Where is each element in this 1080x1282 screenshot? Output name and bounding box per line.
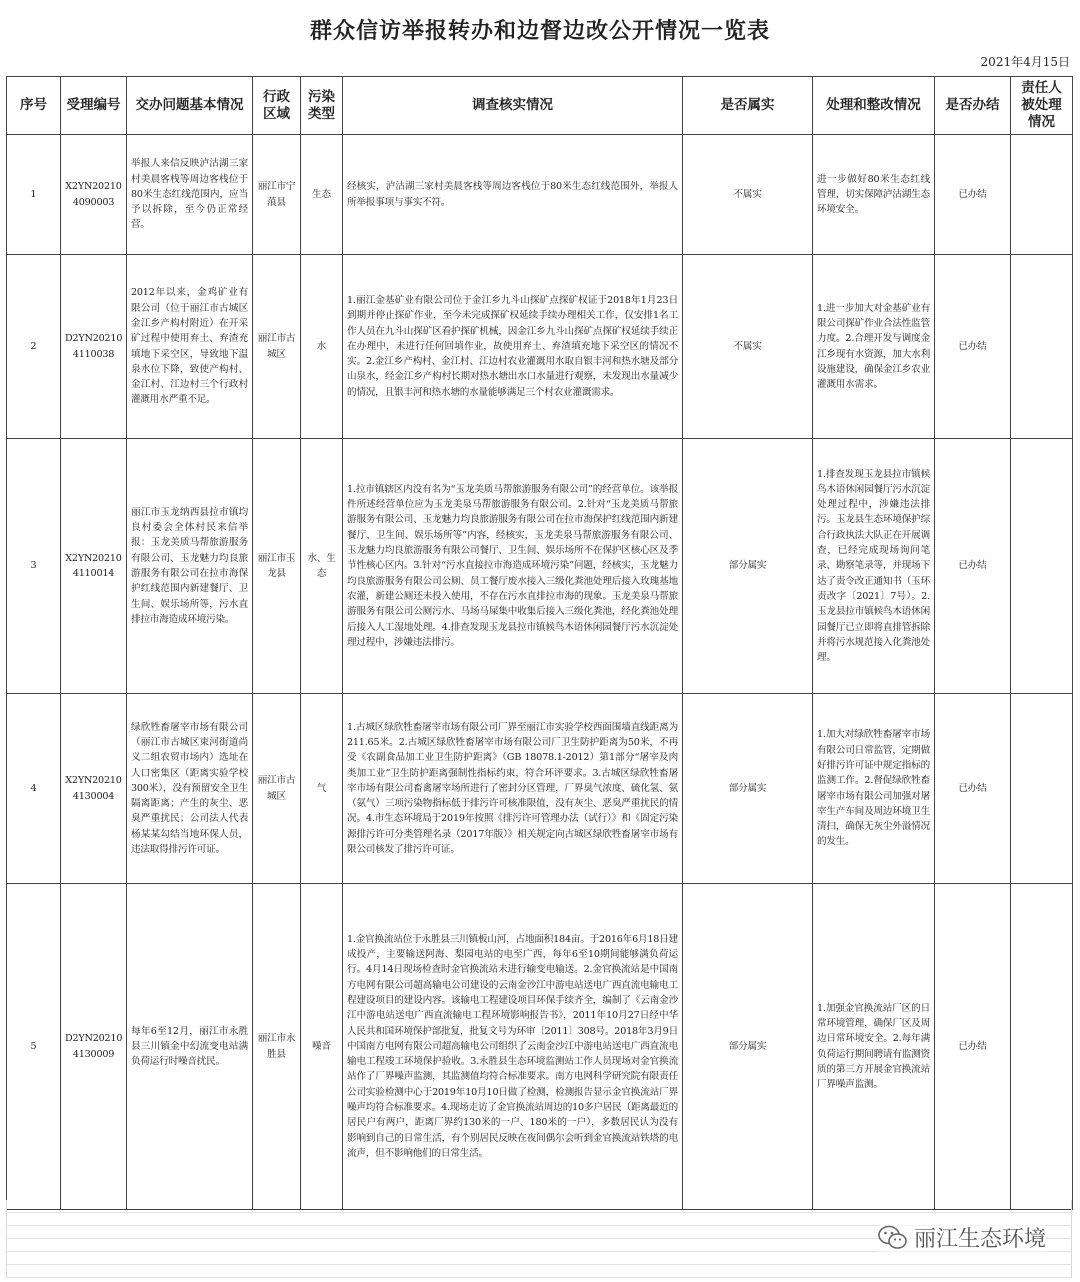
cell-seq: 3 (7, 439, 61, 694)
cell-true: 不属实 (683, 255, 813, 439)
cell-person (1011, 884, 1073, 1210)
header-seq: 序号 (7, 77, 61, 135)
cell-seq: 5 (7, 884, 61, 1210)
cell-region: 丽江市玉龙县 (253, 439, 301, 694)
cell-issue: 丽江市玉龙纳西县拉市镇均良村委会全体村民来信举报：玉龙美质马帮旅游服务有限公司、玉龙魅力均良旅游服务有限公司在拉市海保护红线范围内新建餐厅、卫生间、娱乐场所等，污水直排拉市海造成环境污染。 (127, 439, 253, 694)
cell-done: 已办结 (935, 884, 1011, 1210)
cell-code: X2YN20210 4090003 (61, 135, 127, 255)
cell-type: 水、生态 (301, 439, 343, 694)
cell-investigation: 1.拉市镇辖区内没有名为“玉龙美质马帮旅游服务有限公司”的经营单位。该举报件所述经营单位应为玉龙美泉马帮旅游服务有限公司。2.针对“玉龙美质马帮旅游服务有限公司、玉龙魅力均良旅游服务有限公司在拉市海保护红线范围内新建餐厅、卫生间、娱乐场所等”内容，经核实，玉龙美泉马帮旅游服务有限公司、玉龙魅力均良旅游服务有限公司餐厅、卫生间、娱乐场所不在保护区核心区及季节性核心区内。3.针对“污水直接拉市海造成环境污染”问题，经核实，玉龙魅力均良旅游服务有限公司公厕、员工餐厅废水接入三级化粪池处理后接入玫瑰基地农灌，新建公厕还未投入使用，不存在污水直排拉市海的现象。玉龙美泉马帮旅游服务有限公司公厕污水、马场马屎集中收集后接入三级化粪池，经化粪池处理后接入人工湿地处理。4.排查发现玉龙县拉市镇候鸟木语休闲园餐厅污水沉淀处理过程中，涉嫌违法排污。 (343, 439, 683, 694)
watermark (878, 1222, 1046, 1253)
header-investigation: 调查核实情况 (343, 77, 683, 135)
cell-code: D2YN20210 4130009 (61, 884, 127, 1210)
cell-true: 部分属实 (683, 884, 813, 1210)
table-row (7, 135, 1073, 255)
header-issue: 交办问题基本情况 (127, 77, 253, 135)
watermark-text: 丽江生态环境 (913, 1227, 1046, 1252)
cell-investigation: 经核实，泸沽湖三家村美晨客栈等周边客栈位于80米生态红线范围外，举报人所举报事项与事实不符。 (343, 135, 683, 255)
cell-done: 已办结 (935, 439, 1011, 694)
header-person: 责任人被处理情况 (1011, 77, 1073, 135)
cell-issue: 2012年以来，金鸡矿业有限公司（位于丽江市古城区金江乡产构村附近）在开采矿过程中使用弃土、弃渣充填地下采空区，导致地下温泉水位下降，致使产构村、金江村、江边村三个行政村灌溉用水严重不足。 (127, 255, 253, 439)
wechat-icon (878, 1225, 908, 1251)
cell-type: 噪音 (301, 884, 343, 1210)
cell-handling: 1.排查发现玉龙县拉市镇候鸟木语休闲园餐厅污水沉淀处理过程中，涉嫌违法排污。玉龙县生态环境保护综合行政执法大队正在开展调查，已经完成现场询问笔录、勘察笔录等，并现场下达了责令改正通知书（玉环责改字〔2021〕7号）。2.玉龙县拉市镇候鸟木语休闲园餐厅已立即将直排管拆除并将污水规范接入化粪池处理。 (813, 439, 935, 694)
cell-true: 部分属实 (683, 439, 813, 694)
report-table (6, 76, 1073, 1210)
cell-type: 气 (301, 694, 343, 884)
cell-done: 已办结 (935, 694, 1011, 884)
cell-person (1011, 135, 1073, 255)
cell-investigation: 1.金官换流站位于永胜县三川镇板山河，占地面积184亩。于2016年6月18日建成投产，主要输送阿海、梨园电站的电至广西，每年6至10期间能够满负荷运行。4月14日现场检查时金官换流站未进行输变电输送。2.金官换流站是中国南方电网有限公司超高输电公司建设的云南金沙江中游电站送电广西直流电输电工程建设项目的建设内容。该输电工程建设项目环保手续齐全，编制了《云南金沙江中游电站送电广西直流输电工程环境影响报告书》，2011年10月27日经中华人民共和国环境保护部批复，批复文号为环审〔2011〕308号。2018年3月9日中国南方电网有限公司超高输电公司组织了云南金沙江中游电站送电广西直流电输电工程竣工环境保护验收。3.永胜县生态环境监测站工作人员现场对金官换流站作了厂界噪声监测，其监测值均符合标准要求。南方电网科学研究院有限责任公司实验检测中心于2019年10月10日做了检测，检测报告显示金官换流站厂界噪声均符合标准要求。4.现场走访了金官换流站周边的10多户居民（距离最近的居民户有两户，距离厂界约130米的一户、180米的一户），多数居民认为没有影响到自己的日常生活，有个别居民反映在夜间偶尔会听到金官换流站铁塔的电流声，但不影响他们的日常生活。 (343, 884, 683, 1210)
cell-seq: 4 (7, 694, 61, 884)
table-row (7, 694, 1073, 884)
cell-code: X2YN20210 4130004 (61, 694, 127, 884)
cell-person (1011, 439, 1073, 694)
table-header-row (7, 77, 1073, 135)
table-row (7, 439, 1073, 694)
header-code: 受理编号 (61, 77, 127, 135)
cell-type: 水 (301, 255, 343, 439)
table-row (7, 884, 1073, 1210)
cell-type: 生态 (301, 135, 343, 255)
cell-issue: 绿欣牲畜屠宰市场有限公司（丽江市古城区束河街道尚义二组农贸市场内）选址在人口密集区（距离实验学校300米），没有预留安全卫生隔离距离；产生的灰尘、恶臭严重扰民；公司法人代表杨某某勾结当地环保人员，违法取得排污许可证。 (127, 694, 253, 884)
cell-seq: 1 (7, 135, 61, 255)
cell-issue: 每年6至12月，丽江市永胜县三川镇金中幻流变电站满负荷运行时噪音扰民。 (127, 884, 253, 1210)
cell-region: 丽江市永胜县 (253, 884, 301, 1210)
cell-person (1011, 694, 1073, 884)
cell-handling: 1.加大对绿欣牲畜屠宰市场有限公司日常监管，定期做好排污许可证中规定指标的监测工作。2.督促绿欣牲畜屠宰市场有限公司加强对屠宰生产车间及周边环境卫生清扫，确保无灰尘外溢情况的发生。 (813, 694, 935, 884)
cell-person (1011, 255, 1073, 439)
cell-code: D2YN20210 4110038 (61, 255, 127, 439)
cell-region: 丽江市古城区 (253, 255, 301, 439)
cell-true: 不属实 (683, 135, 813, 255)
cell-code: X2YN20210 4110014 (61, 439, 127, 694)
header-done: 是否办结 (935, 77, 1011, 135)
header-type: 污染类型 (301, 77, 343, 135)
cell-issue: 举报人来信反映泸沽湖三家村美晨客栈等周边客栈位于80米生态红线范围内，应当予以拆除，至今仍正常经营。 (127, 135, 253, 255)
cell-done: 已办结 (935, 135, 1011, 255)
cell-handling: 进一步做好80米生态红线管理，切实保障泸沽湖生态环境安全。 (813, 135, 935, 255)
page-title: 群众信访举报转办和边督边改公开情况一览表 (309, 19, 770, 44)
cell-region: 丽江市宁蒗县 (253, 135, 301, 255)
cell-seq: 2 (7, 255, 61, 439)
cell-region: 丽江市古城区 (253, 694, 301, 884)
header-region: 行政区域 (253, 77, 301, 135)
cell-handling: 1.进一步加大对金基矿业有限公司探矿作业合法性监管力度。2.合理开发与调度金江乡现有水资源，加大水利设施建设，确保金江乡农业灌溉用水需求。 (813, 255, 935, 439)
cell-done: 已办结 (935, 255, 1011, 439)
header-handling: 处理和整改情况 (813, 77, 935, 135)
cell-handling: 1.加强金官换流站厂区的日常环境管理，确保厂区及周边日常环境安全。2.每年满负荷运行期间聘请有监测资质的第三方开展金官换流站厂界噪声监测。 (813, 884, 935, 1210)
cell-investigation: 1.古城区绿欣牲畜屠宰市场有限公司厂界至丽江市实验学校西面围墙直线距离为211.65米。2.古城区绿欣牲畜屠宰市场有限公司厂卫生防护距离为50米，不再受《农副食品加工业卫生防护距离》（GB 18078.1-2012）第1部分“屠宰及肉类加工业”卫生防护距离强制性指标约束，符合环评要求。3.古城区绿欣牲畜屠宰市场有限公司畜禽屠宰场所进行了密封分区管理，厂界臭气浓度、硫化氢、氨（氨气）三项污染物指标低于排污许可核准限值，没有灰尘、恶臭严重扰民的情况。4.市生态环境局于2019年按照《排污许可管理办法（试行）》和《固定污染源排污许可分类管理名录（2017年版）》相关规定向古城区绿欣牲畜屠宰市场有限公司核发了排污许可证。 (343, 694, 683, 884)
header-true: 是否属实 (683, 77, 813, 135)
cell-investigation: 1.丽江金基矿业有限公司位于金江乡九斗山探矿点探矿权证于2018年1月23日到期并停止探矿作业，至今未完成探矿权延续手续办理相关工作，仅安排1名工作人员在九斗山探矿区看护探矿机械，因金江乡九斗山探矿点探矿权延续手续正在办理中，未进行任何回填作业，故使用弃土、弃渣填充地下采空区的情况不实。2.金江乡产构村、金江村、江边村农业灌溉用水取自银丰河和热水塘及部分山泉水，经金江乡产构村长期对热水塘出水口水量进行观察，未发现出水量减少的情况，且银丰河和热水塘的水量能够满足三个村农业灌溉需求。 (343, 255, 683, 439)
cell-true: 部分属实 (683, 694, 813, 884)
report-date: 2021年4月15日 (980, 55, 1070, 69)
table-row (7, 255, 1073, 439)
